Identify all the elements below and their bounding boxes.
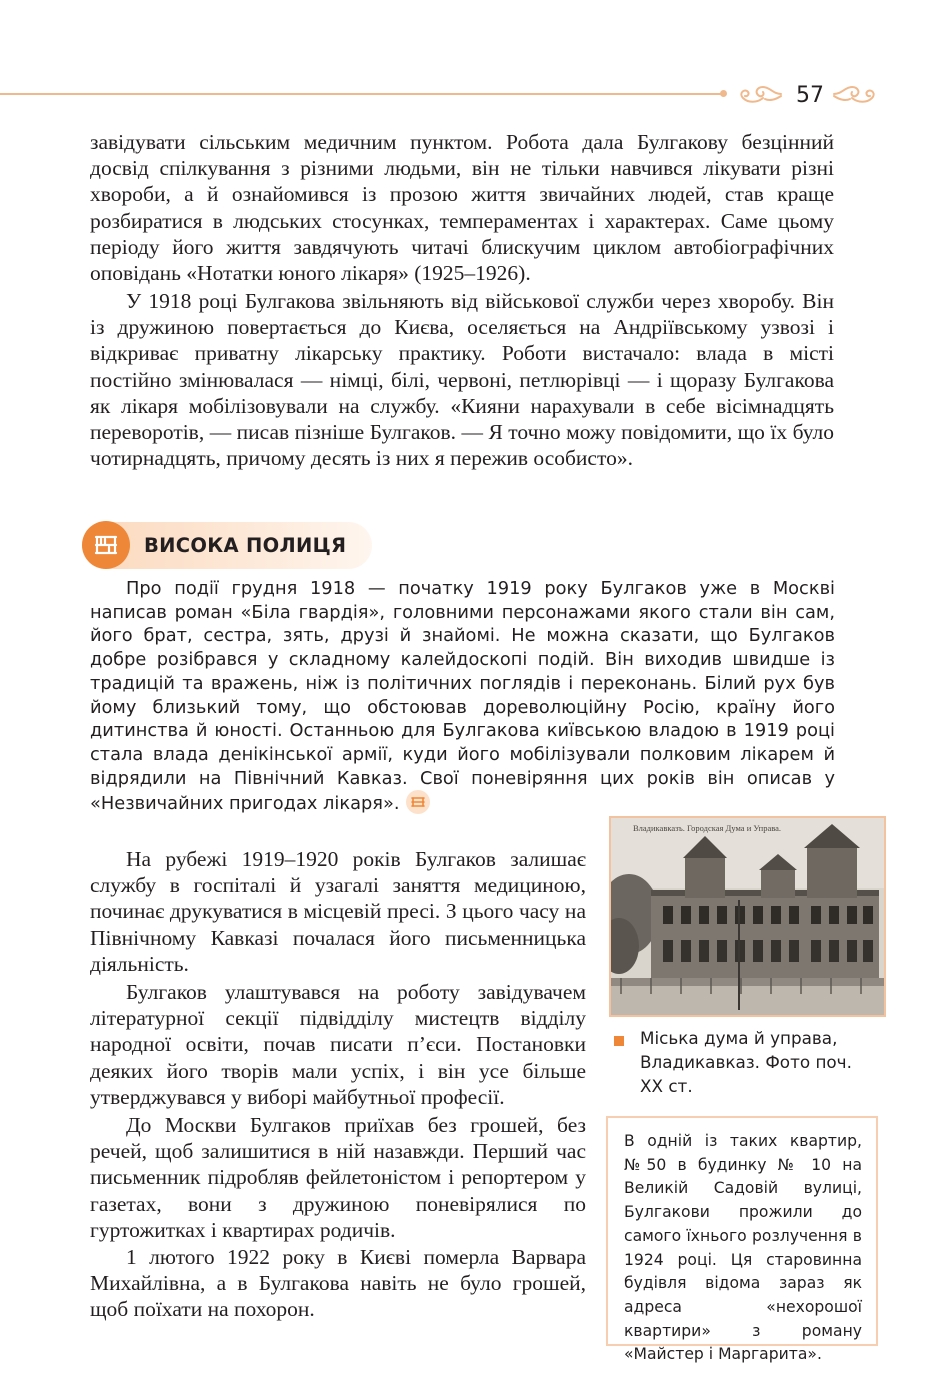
body-paragraph: До Москви Булгаков приїхав без грошей, без речей, щоб залишитися в ній назавжди. Перший час письменник підробляв фейлетоністом і репортером у газетах, вони з дружиною поневірялися по гуртожитках і квартирах родичів. <box>90 1113 586 1242</box>
body-paragraph: Булгаков улаштувався на роботу завідувачем літературної секції підвідділу мистецтв відділу народної освіти, почав писати п’єси. Постановки деяких його творів мали успіх, і він усе більше утверджувався у виборі майбутньої професії. <box>90 980 586 1109</box>
side-note-box <box>606 1116 878 1364</box>
photo-caption: Міська дума й управа, Владикавказ. Фото поч. ХХ ст. <box>640 1028 852 1096</box>
section-body-text: Про події грудня 1918 — початку 1919 року Булгаков уже в Москві написав роман «Біла гвардія», головними персонажами якого стали він сам, його брат, сестра, зять, друзі й знайомі. Не можна сказати, що Булгаков добре розібрався у складному калейдоскопі подій. Він виходив швидше із традицій та вражень, ніж із політичних поглядів і переконань. Білий рух був йому близький тому, що обстоював дореволюційну Росію, країну його дитинства й юності. Останньою для Булгакова київською владою в 1919 році стала влада денікінської армії, куди його мобілізували полковим лікарем й відрядили на Північний Кавказ. Свої поневіряння цих років він описав у «Незвичайних пригодах лікаря». <box>90 578 835 815</box>
section-body <box>90 577 835 816</box>
body-paragraph: У 1918 році Булгакова звільняють від військової служби через хворобу. Він із дружиною повертається до Києва, оселяється на Андріївському узвозі і відкриває приватну лікарську практику. Роботи вистачало: влада в місті постійно змінювалася — німці, білі, червоні, петлюрівці — і щоразу Булгакова як лікаря мобілізовували на службу. «Кияни нарахували в себе вісімнадцять переворотів, — писав пізніше Булгаков. — Я точно можу повідомити, що їх було чотирнадцять, причому десять із них я пережив особисто». <box>90 289 834 471</box>
scroll-ornament-icon <box>737 83 783 105</box>
building-photo <box>609 816 886 1017</box>
side-note-text: В одній із таких квартир, №50 в будинку № 10 на Великій Садовій вулиці, Булгакови прожили до самого їхнього розлучення в 1924 році. Ця старовинна будівля відома зараз як адреса «нехорошої квартири» з роману «Майстер і Маргарита». <box>624 1132 862 1364</box>
page-number: 57 <box>796 83 824 108</box>
body-paragraph: На рубежі 1919–1920 років Булгаков залишає службу в госпіталі й узагалі заняття медициною, починає друкуватися в місцевій пресі. З цього часу на Північному Кавказі почалася його письменницька діяльність. <box>90 847 586 976</box>
header-rule <box>0 93 724 95</box>
photo-inscription: Владикавказъ. Городская Дума и Управа. <box>633 823 782 833</box>
body-paragraph: 1 лютого 1922 року в Києві померла Варвара Михайлівна, а в Булгакова навіть не було грошей, щоб поїхати на похорон. <box>90 1245 586 1322</box>
bookshelf-icon <box>406 790 430 814</box>
section-heading: ВИСОКА ПОЛИЦЯ <box>144 534 347 557</box>
body-paragraph: завідувати сільським медичним пунктом. Робота дала Булгакову безцінний досвід спілкування з різними людьми, він не тільки навчився лікувати різні хвороби, а й ознайомився із прозою життя звичайних людей, став краще розбиратися в людських стосунках, темпераментах і характерах. Саме цьому періоду його життя завдячують читачі блискучим циклом автобіографічних оповідань «Нотатки юного лікаря» (1925–1926). <box>90 130 834 286</box>
caption-marker <box>614 1036 624 1046</box>
bookshelf-icon <box>82 521 130 569</box>
header-rule-dot <box>720 90 727 97</box>
scroll-ornament-icon <box>832 83 878 105</box>
